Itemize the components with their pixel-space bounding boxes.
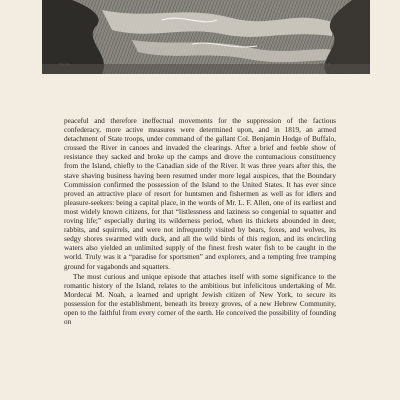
engraver-signature: F.W. Sh. (58, 62, 71, 67)
body-text (64, 116, 336, 326)
artist-signature: HAYE. (320, 62, 331, 67)
paragraph-1: peaceful and therefore ineffectual movements for the suppression of the factious confederacy, more active measures were determined upon, and in 1819, an armed detachment of State troops, under command of the gallant Col. Benjamin Hodge of Buffalo, crossed the River in canoes and invaded the clearings. After a brief and feeble show of resistance they sacked and broke up the camps and drove the contumacious constituency from the Island, chiefly to the Canadian side of the River. It was three years after this, the stave shaving business having been resumed under more legal auspices, that the Boundary Commission confirmed the possession of the Island to the United States. It has ever since proved an attractive place of resort for huntsmen and fishermen as well as for idlers and pleasure-seekers: being a capital place, in the words of Mr. L. F. Allen, one of its earliest and most widely known citizens, for that “listlessness and laziness so congenial to squatter and roving life;” especially during its wilderness period, when its thickets abounded in deer, rabbits, and squirrels, and were not infrequently visited by bears, foxes, and wolves, its sedgy shores swarmed with duck, and all the wild birds of this region, and its encircling waters also yielded an unlimited supply of the finest fresh water fish to be caught in the world. Truly was it a “paradise for sportsmen” and explorers, and a tempting free tramping ground for vagabonds and squatters. (64, 116, 336, 271)
paragraph-2: The most curious and unique episode that attaches itself with some significance to the romantic history of the Island, relates to the ambitious but infelicitous undertaking of Mr. Mordecai M. Noah, a learned and upright Jewish citizen of New York, to secure its possession for the establishment, beneath its breezy groves, of a new Hebrew Community, open to the faithful from every corner of the earth. He conceived the possibility of founding on (64, 271, 336, 327)
